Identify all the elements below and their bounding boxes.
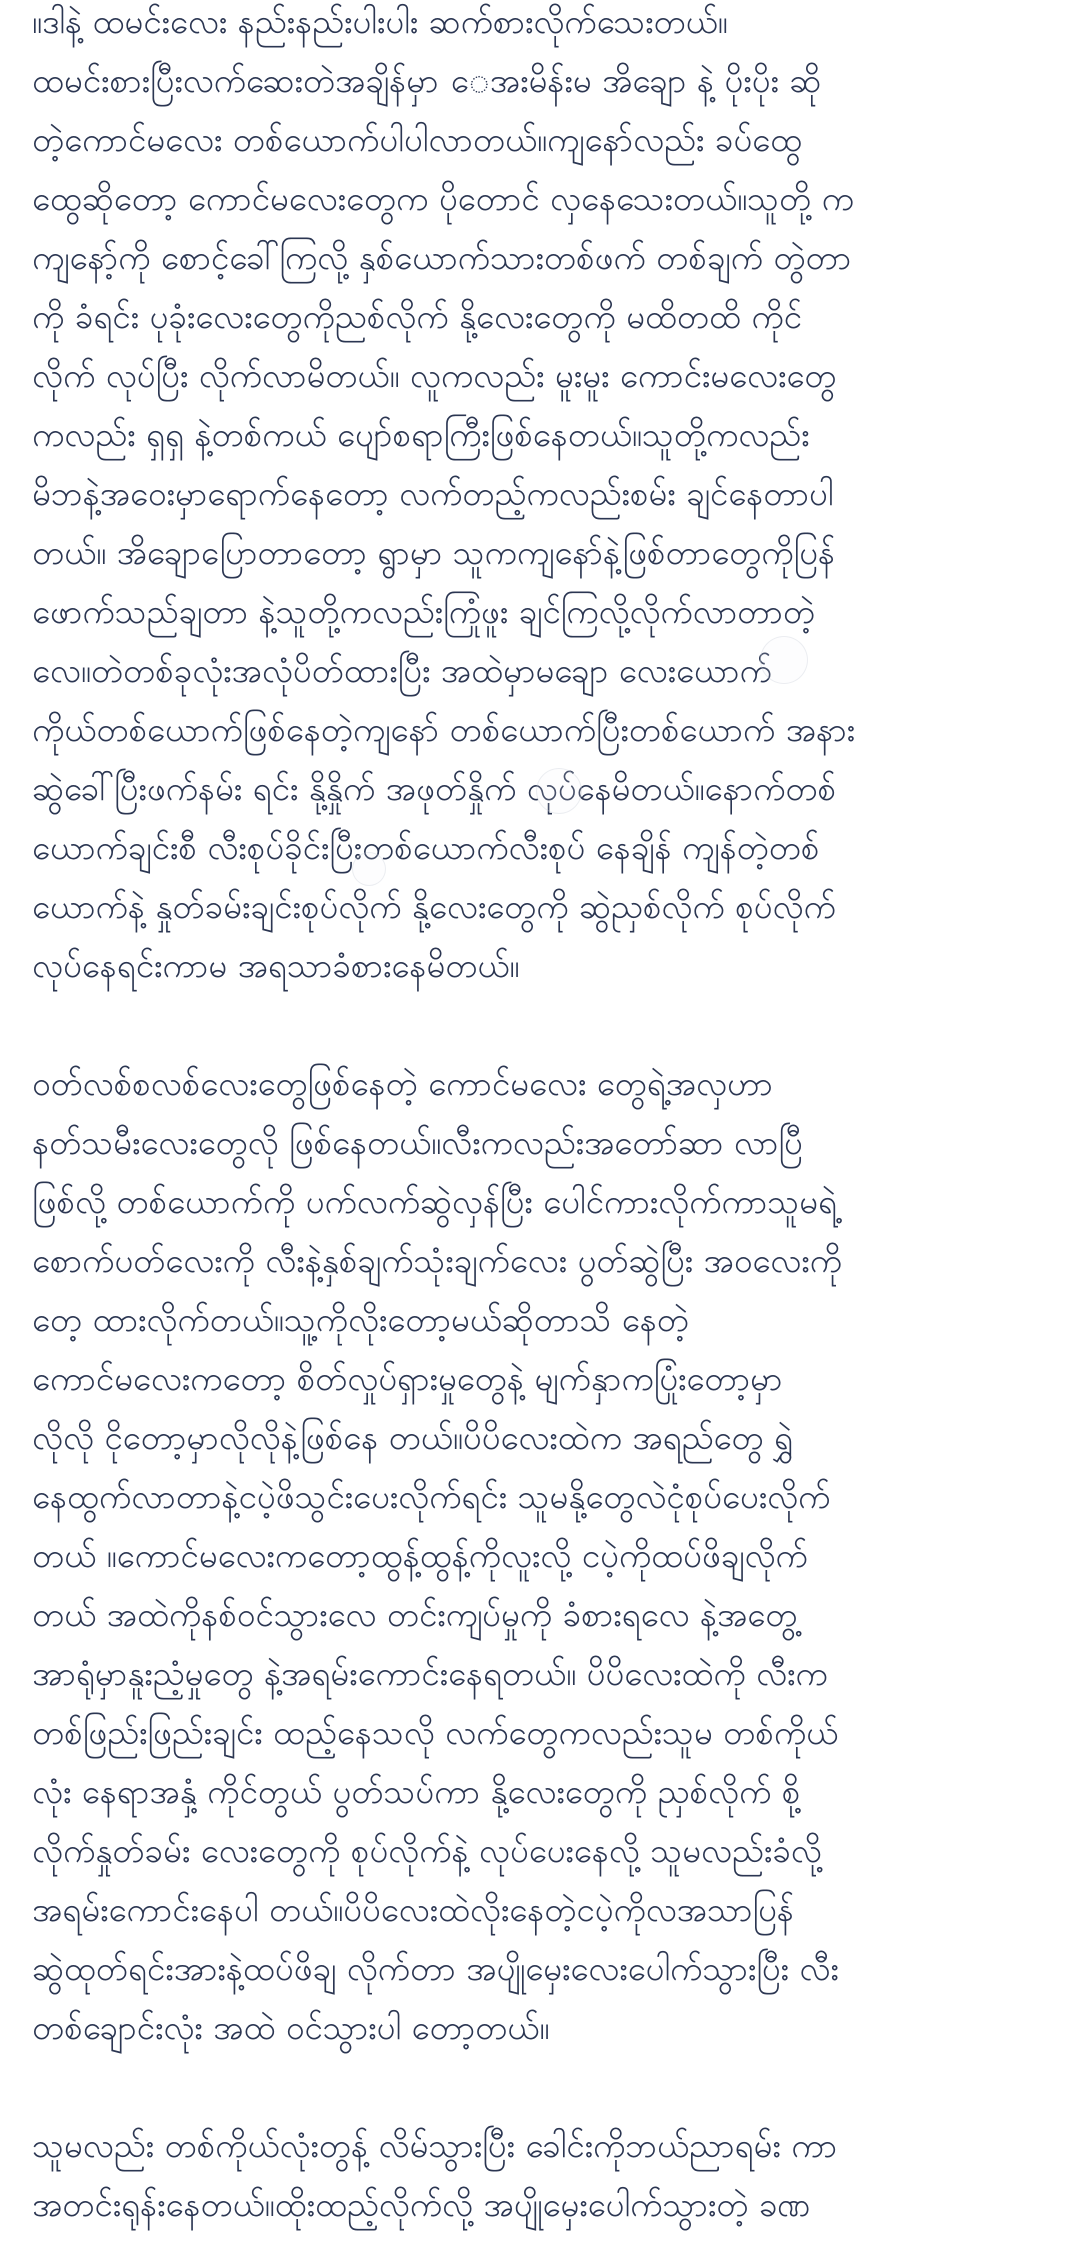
- paragraph-line: စောက်ပတ်လေးကို လီးနဲ့နှစ်ချက်သုံးချက်လေး ပွတ်ဆွဲပြီး အဝလေးကို: [32, 1241, 842, 1280]
- paragraph-line: အရမ်းကောင်းနေပါ တယ်။ပိပိလေးထဲလိုးနေတဲ့ငပဲ့ကိုလအသာပြန်: [32, 1890, 794, 1929]
- paragraph-line: တယ် ။ကောင်မလေးကတော့ထွန့်ထွန့်ကိုလူးလို့ ငပဲ့ကိုထပ်ဖိချလိုက်: [32, 1536, 808, 1575]
- paragraph-line: တေ့ ထားလိုက်တယ်။သူ့ကိုလိုးတော့မယ်ဆိုတာသိ နေတဲ့: [32, 1300, 689, 1339]
- paragraph-line: လိုလို ငိုတော့မှာလိုလိုနဲ့ဖြစ်နေ တယ်။ပိပိလေးထဲက အရည်တွေ ရွှဲ: [32, 1418, 793, 1457]
- paragraph-line: နတ်သမီးလေးတွေလို ဖြစ်နေတယ်။လီးကလည်းအတော်ဆာ လာပြီ: [32, 1123, 803, 1162]
- paragraph-line: တစ်ဖြည်းဖြည်းချင်း ထည့်နေသလို လက်တွေကလည်းသူမ တစ်ကိုယ်: [32, 1713, 839, 1752]
- paragraph-line: သူမလည်း တစ်ကိုယ်လုံးတွန့် လိမ်သွားပြီး ခေါင်းကိုဘယ်ညာရမ်း ကာ: [32, 2126, 838, 2165]
- paragraph-line: မိဘနဲ့အဝေးမှာရောက်နေတော့ လက်တည့်ကလည်းစမ်း ချင်နေတာပါ: [32, 474, 834, 513]
- paragraph-line: ကျနော့်ကို စောင့်ခေါ်ကြလို့ နှစ်ယောက်သားတစ်ဖက် တစ်ချက် တွဲတာ: [32, 238, 852, 277]
- paragraph-line: ကလည်း ရှရှ နဲ့တစ်ကယ် ပျော်စရာကြီးဖြစ်နေတယ်။သူတို့ကလည်း: [32, 415, 810, 454]
- paragraph-line: လုံး နေရာအနှံ့ ကိုင်တွယ် ပွတ်သပ်ကာ နို့လေးတွေကို ညှစ်လိုက် စို့: [32, 1772, 801, 1811]
- paragraph-line: ကိုယ်တစ်ယောက်ဖြစ်နေတဲ့ကျနော် တစ်ယောက်ပြီးတစ်ယောက် အနား: [32, 710, 856, 749]
- paragraph-line: တယ်။ အိချောပြောတာတော့ ရွာမှာ သူကကျနော်နဲ့ဖြစ်တာတွေကိုပြန်: [32, 533, 835, 572]
- paragraph: [32, 0, 1050, 995]
- paragraph-line: လိုက်နှုတ်ခမ်း လေးတွေကို စုပ်လိုက်နဲ့ လုပ်ပေးနေလို့ သူမလည်းခံလို့: [32, 1831, 822, 1870]
- paragraph-line: လိုက် လုပ်ပြီး လိုက်လာမိတယ်။ လူကလည်း မူးမူး ကောင်းမလေးတွေ: [32, 356, 837, 395]
- paragraph: [32, 2116, 1050, 2234]
- paragraph-line: ဖြစ်လို့ တစ်ယောက်ကို ပက်လက်ဆွဲလှန်ပြီး ပေါင်ကားလိုက်ကာသူမရဲ့: [32, 1182, 837, 1221]
- paragraph-line: လေ။တဲတစ်ခုလုံးအလုံပိတ်ထားပြီး အထဲမှာမချော လေးယောက်: [32, 651, 772, 690]
- paragraph-line: ဆွဲခေါ်ပြီးဖက်နမ်း ရင်း နို့နှိုက် အဖုတ်နှိုက် လုပ်နေမိတယ်။နောက်တစ်: [32, 769, 837, 808]
- paragraph: [32, 1054, 1050, 2057]
- paragraph-line: ထွေဆိုတော့ ကောင်မလေးတွေက ပိုတောင် လှနေသေးတယ်။သူတို့ က: [32, 179, 854, 218]
- paragraph-line: ကောင်မလေးကတော့ စိတ်လှုပ်ရှားမှုတွေနဲ့ မျက်နှာကပြုံးတော့မှာ: [32, 1359, 783, 1398]
- paragraph-line: အတင်းရုန်းနေတယ်။ထိုးထည့်လိုက်လို့ အပျိုမှေးပေါက်သွားတဲ့ ခဏ: [32, 2185, 811, 2224]
- paragraph-line: ထမင်းစားပြီးလက်ဆေးတဲအချိန်မှာ ေအးမိန်းမ အိချော နဲ့ ပိုးပိုး ဆို: [32, 61, 822, 100]
- paragraph-line: တယ် အထဲကိုနစ်ဝင်သွားလေ တင်းကျပ်မှုကို ခံစားရလေ နဲ့အတွေ့: [32, 1595, 798, 1634]
- paragraph-line: လုပ်နေရင်းကာမ အရသာခံစားနေမိတယ်။: [32, 946, 520, 985]
- paragraph-line: တစ်ချောင်းလုံး အထဲ ဝင်သွားပါ တော့တယ်။: [32, 2008, 550, 2047]
- paragraph-gap: [32, 995, 1050, 1054]
- paragraph-line: ဖောက်သည်ချတာ နဲ့သူတို့ကလည်းကြုံဖူး ချင်ကြလို့လိုက်လာတာတဲ့: [32, 592, 816, 631]
- paragraph-line: ။ဒါနဲ့ ထမင်းလေး နည်းနည်းပါးပါး ဆက်စားလိုက်သေးတယ်။: [32, 2, 728, 41]
- paragraph-line: ကို ခံရင်း ပုခုံးလေးတွေကိုညစ်လိုက် နို့လေးတွေကို မထိတထိ ကိုင်: [32, 297, 802, 336]
- paragraph-gap: [32, 2057, 1050, 2116]
- paragraph-line: ယောက်ချင်းစီ လီးစုပ်ခိုင်းပြီးတစ်ယောက်လီးစုပ် နေချိန် ကျန်တဲ့တစ်: [32, 828, 820, 867]
- paragraph-line: အာရုံမှာနူးညံ့မှုတွေ နဲ့အရမ်းကောင်းနေရတယ်။ ပိပိလေးထဲကို လီးက: [32, 1654, 828, 1693]
- paragraph-line: ဝတ်လစ်စလစ်လေးတွေဖြစ်နေတဲ့ ကောင်မလေး တွေရဲ့အလှဟာ: [32, 1064, 773, 1103]
- paragraph-line: နေထွက်လာတာနဲ့ငပဲ့ဖိသွင်းပေးလိုက်ရင်း သူမနို့တွေလဲငုံစုပ်ပေးလိုက်: [32, 1477, 831, 1516]
- paragraph-line: ဆွဲထုတ်ရင်းအားနဲ့ထပ်ဖိချ လိုက်တာ အပျိုမှေးလေးပေါက်သွားပြီး လီး: [32, 1949, 839, 1988]
- paragraph-line: တဲ့ကောင်မလေး တစ်ယောက်ပါပါလာတယ်။ကျနော်လည်း ခပ်ထွေ: [32, 120, 802, 159]
- paragraph-line: ယောက်နဲ့ နှုတ်ခမ်းချင်းစုပ်လိုက် နို့လေးတွေကို ဆွဲညှစ်လိုက် စုပ်လိုက်: [32, 887, 836, 926]
